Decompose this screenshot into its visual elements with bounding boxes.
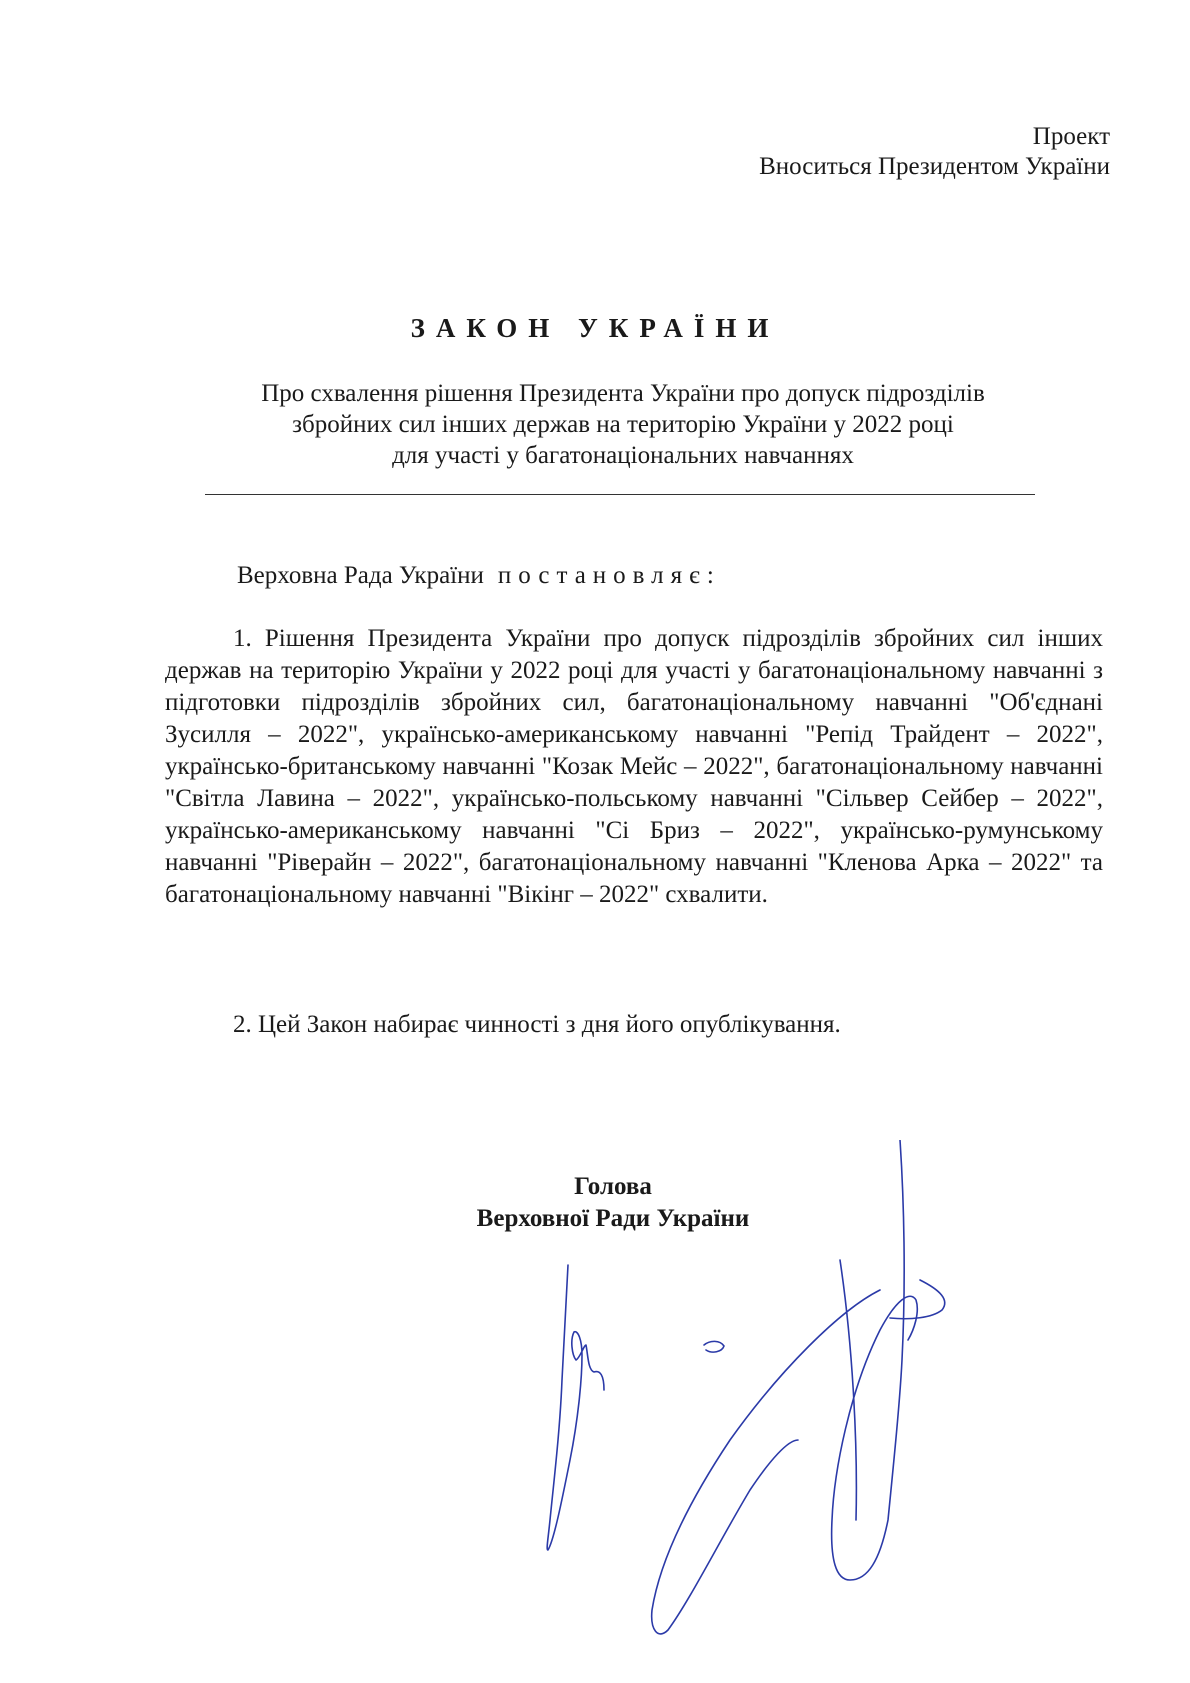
handwritten-signature (540, 1140, 1040, 1660)
title-divider (205, 494, 1035, 495)
signatory-body: Верховної Ради України (476, 1205, 750, 1232)
submitted-by-label: Вноситься Президентом України (759, 153, 1110, 180)
resolves-subject: Верховна Рада України (237, 562, 484, 589)
draft-label: Проект (1032, 123, 1110, 150)
subject-line-1: Про схвалення рішення Президента України про допуск підрозділів (261, 380, 985, 407)
signatory-position: Голова (574, 1173, 652, 1200)
paragraph-2: 2. Цей Закон набирає чинності з дня його опублікування. (233, 1011, 841, 1038)
law-subject (150, 378, 1096, 471)
subject-line-2: збройних сил інших держав на територію України у 2022 році (292, 411, 954, 438)
resolves-verb: постановляє: (497, 562, 721, 589)
resolves-line (237, 560, 721, 591)
paragraph-1: 1. Рішення Президента України про допуск підрозділів збройних сил інших держав на територію України у 2022 році для участі у багатонаціональному навчанні з підготовки підрозділів збройних сил, багатонаціональному навчанні "Об'єднані Зусилля – 2022", українсько-американському навчанні "Репід Трайдент – 2022", українсько-британському навчанні "Козак Мейс – 2022", багатонаціональному навчанні "Світла Лавина – 2022", українсько-польському навчанні "Сільвер Сейбер – 2022", українсько-американському навчанні "Сі Бриз – 2022", українсько-румунському навчанні "Ріверайн – 2022", багатонаціональному навчанні "Кленова Арка – 2022" та багатонаціональному навчанні "Вікінг – 2022" схвалити. (165, 625, 1103, 908)
header-block (759, 122, 1110, 182)
subject-line-3: для участі у багатонаціональних навчаннях (392, 442, 854, 469)
law-title: ЗАКОН УКРАЇНИ (410, 313, 780, 343)
